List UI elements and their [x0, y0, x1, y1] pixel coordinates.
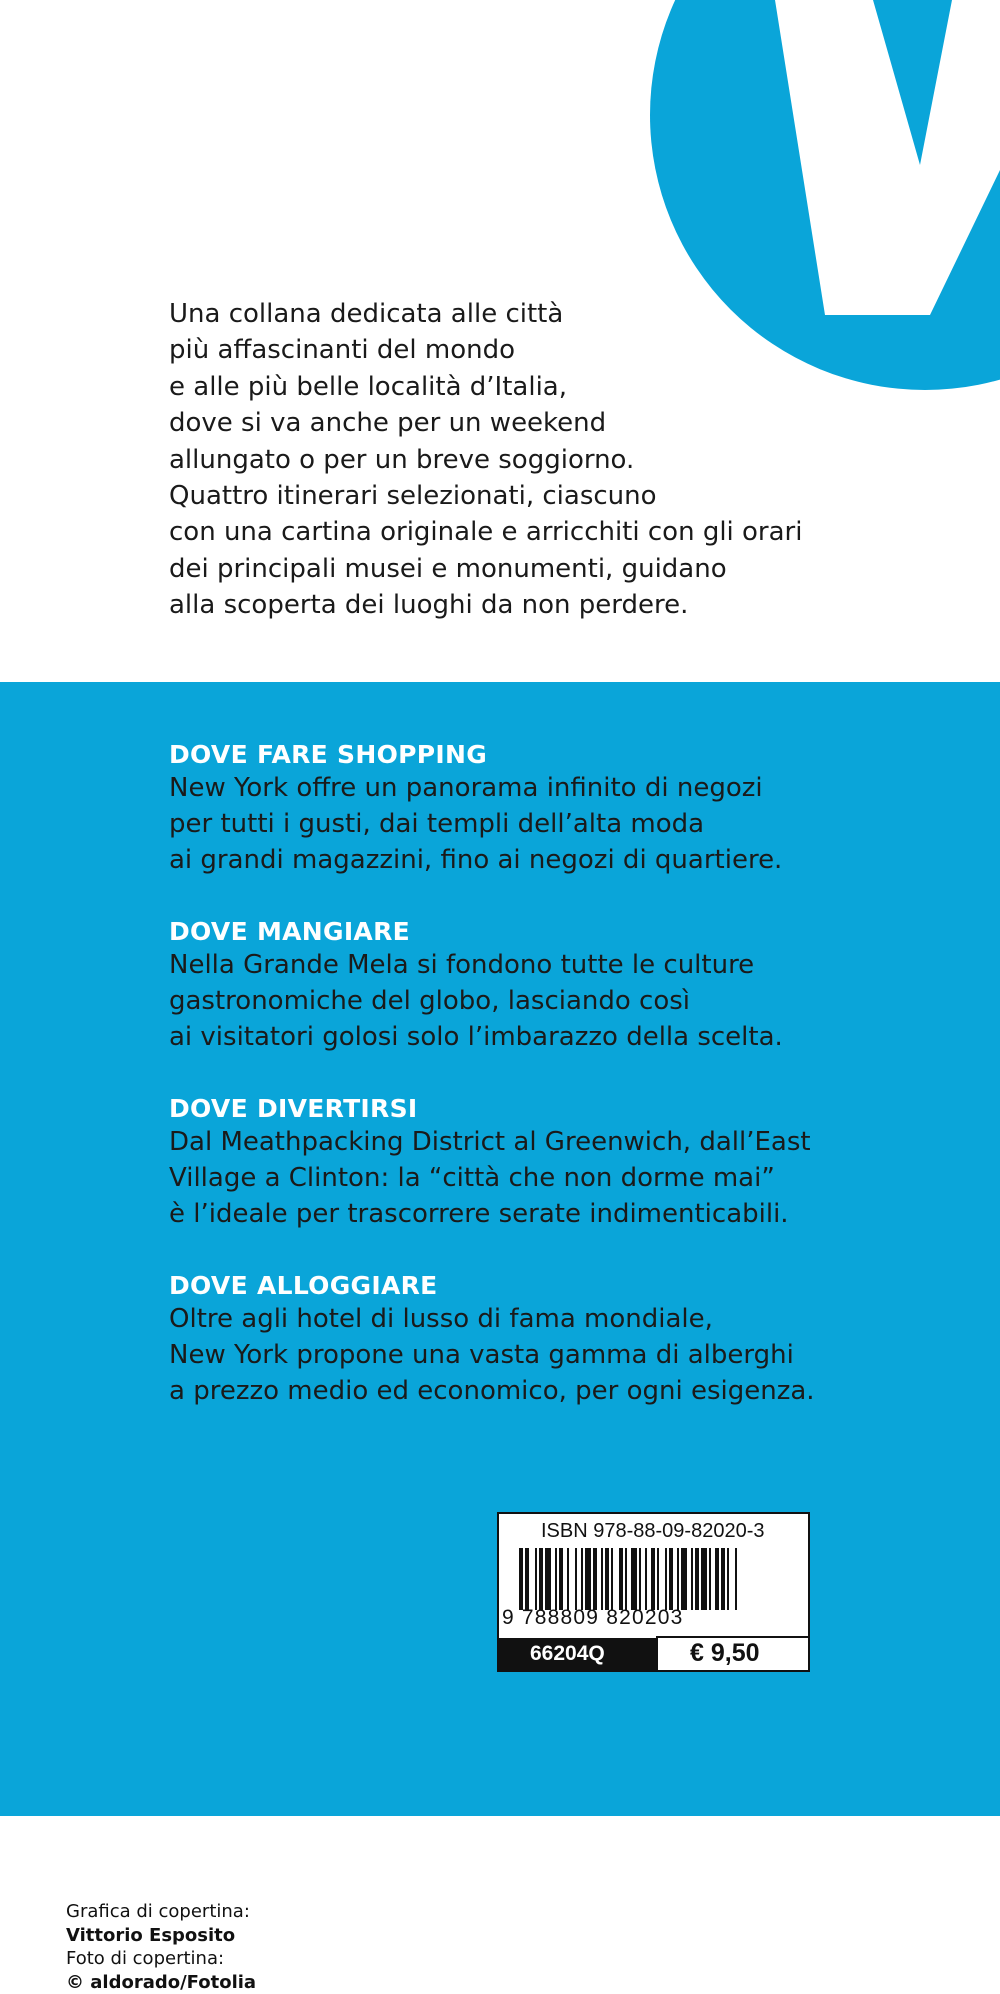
barcode-bar: [691, 1548, 693, 1610]
barcode-box: [497, 1512, 810, 1672]
barcode-bar: [539, 1548, 543, 1610]
barcode-bar: [695, 1548, 699, 1610]
barcode-bar: [525, 1548, 529, 1610]
section-line: è l’ideale per trascorrere serate indimenticabili.: [169, 1196, 989, 1232]
intro-text: [169, 296, 949, 624]
barcode-bar: [611, 1548, 613, 1610]
barcode-bar: [559, 1548, 563, 1610]
intro-line: alla scoperta dei luoghi da non perdere.: [169, 587, 949, 623]
barcode-bar: [581, 1548, 583, 1610]
product-code: 66204Q: [499, 1638, 656, 1670]
intro-line: più affascinanti del mondo: [169, 332, 949, 368]
barcode-bar: [585, 1548, 591, 1610]
barcode-bar: [709, 1548, 711, 1610]
barcode-bar: [669, 1548, 673, 1610]
barcode-bar: [601, 1548, 603, 1610]
barcode-bar: [651, 1548, 655, 1610]
intro-line: e alle più belle località d’Italia,: [169, 369, 949, 405]
intro-line: Una collana dedicata alle città: [169, 296, 949, 332]
section-line: Dal Meathpacking District al Greenwich, dall’East: [169, 1124, 989, 1160]
barcode-bar: [657, 1548, 659, 1610]
barcode-icon: [519, 1548, 791, 1610]
section-line: Nella Grande Mela si fondono tutte le culture: [169, 947, 989, 983]
section-title: DOVE MANGIARE: [169, 917, 989, 947]
barcode-bar: [681, 1548, 687, 1610]
barcode-bar: [735, 1548, 737, 1610]
barcode-bar: [715, 1548, 719, 1610]
isbn-text: ISBN 978-88-09-82020-3: [541, 1520, 764, 1543]
section-line: Village a Clinton: la “città che non dorme mai”: [169, 1160, 989, 1196]
cover-credits: [66, 1900, 256, 1994]
section-line: ai visitatori golosi solo l’imbarazzo della scelta.: [169, 1019, 989, 1055]
section-lodging: [169, 1271, 989, 1409]
barcode-bar: [631, 1548, 637, 1610]
section-title: DOVE FARE SHOPPING: [169, 740, 989, 770]
barcode-bar: [545, 1548, 551, 1610]
barcode-bar: [701, 1548, 707, 1610]
top-panel: [0, 0, 1000, 682]
section-title: DOVE DIVERTIRSI: [169, 1094, 989, 1124]
intro-line: allungato o per un breve soggiorno.: [169, 442, 949, 478]
barcode-bar: [575, 1548, 577, 1610]
ean-digits: 9 788809 820203: [502, 1606, 684, 1630]
section-shopping: [169, 740, 989, 878]
barcode-bar: [665, 1548, 667, 1610]
intro-line: dove si va anche per un weekend: [169, 405, 949, 441]
barcode-bar: [721, 1548, 725, 1610]
barcode-bar: [677, 1548, 679, 1610]
credit-value: Vittorio Esposito: [66, 1924, 256, 1948]
barcode-bar: [645, 1548, 647, 1610]
credit-value: © aldorado/Fotolia: [66, 1971, 256, 1994]
section-line: Oltre agli hotel di lusso di fama mondiale,: [169, 1301, 989, 1337]
intro-line: con una cartina originale e arricchiti con gli orari: [169, 514, 949, 550]
barcode-bar: [619, 1548, 623, 1610]
barcode-bar: [535, 1548, 537, 1610]
section-line: New York offre un panorama infinito di negozi: [169, 770, 989, 806]
credit-label: Grafica di copertina:: [66, 1900, 256, 1924]
barcode-bar: [625, 1548, 627, 1610]
section-line: per tutti i gusti, dai templi dell’alta moda: [169, 806, 989, 842]
barcode-bar: [727, 1548, 729, 1610]
barcode-bar: [593, 1548, 597, 1610]
price: € 9,50: [656, 1636, 808, 1670]
barcode-bar: [567, 1548, 569, 1610]
barcode-bar: [605, 1548, 609, 1610]
credit-label: Foto di copertina:: [66, 1947, 256, 1971]
barcode-bar: [519, 1548, 523, 1610]
intro-line: Quattro itinerari selezionati, ciascuno: [169, 478, 949, 514]
intro-line: dei principali musei e monumenti, guidano: [169, 551, 949, 587]
section-line: a prezzo medio ed economico, per ogni esigenza.: [169, 1373, 989, 1409]
section-line: ai grandi magazzini, fino ai negozi di quartiere.: [169, 842, 989, 878]
barcode-bar: [639, 1548, 641, 1610]
section-eating: [169, 917, 989, 1055]
section-line: New York propone una vasta gamma di alberghi: [169, 1337, 989, 1373]
section-entertainment: [169, 1094, 989, 1232]
barcode-bar: [555, 1548, 557, 1610]
section-line: gastronomiche del globo, lasciando così: [169, 983, 989, 1019]
section-title: DOVE ALLOGGIARE: [169, 1271, 989, 1301]
